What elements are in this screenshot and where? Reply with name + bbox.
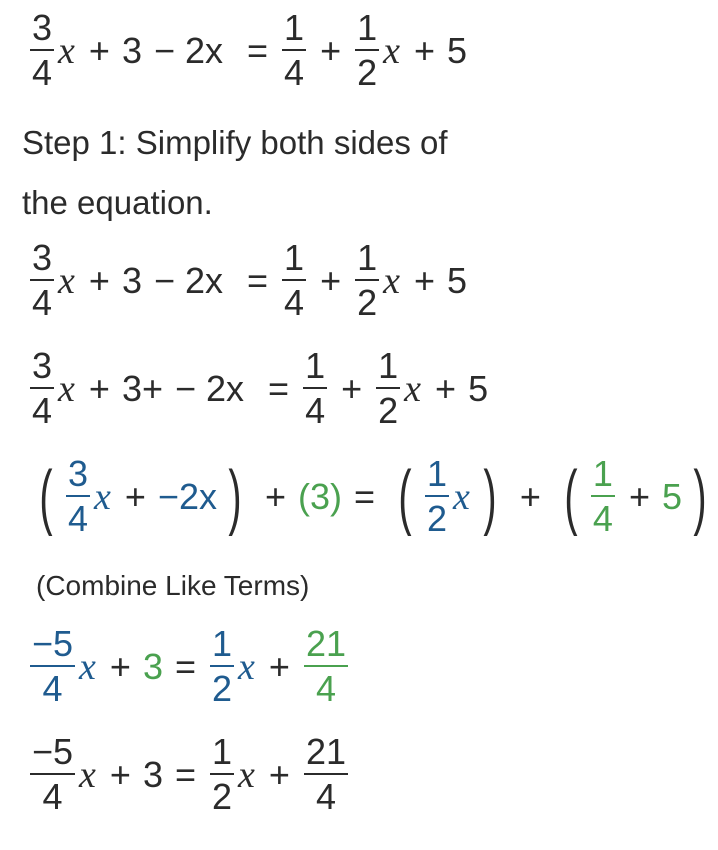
variable: x (58, 259, 75, 302)
operator: + (519, 475, 541, 517)
fraction-bar (304, 773, 348, 775)
term: 5 (447, 29, 468, 71)
term: 3+ (121, 367, 163, 409)
equation-original (28, 7, 468, 93)
equals: = (247, 29, 269, 71)
numerator: 3 (32, 7, 53, 48)
denominator: 2 (427, 498, 448, 539)
denominator: 2 (212, 668, 233, 709)
denominator: 4 (42, 776, 63, 817)
numerator: 1 (284, 7, 305, 48)
left-paren: ( (564, 456, 578, 537)
term: 3 (142, 645, 163, 687)
numerator: 3 (67, 453, 89, 494)
fraction (303, 345, 327, 431)
fraction-bar (376, 387, 400, 389)
left-paren: ( (398, 456, 412, 537)
fraction-bar (282, 49, 306, 51)
fraction-bar (304, 665, 348, 667)
variable: x (383, 29, 401, 72)
denominator: 2 (212, 776, 233, 817)
denominator: 2 (378, 390, 399, 431)
equation-grouped (28, 453, 718, 539)
numerator: 1 (305, 345, 326, 386)
equation-combined (28, 731, 350, 817)
fraction-bar (30, 387, 54, 389)
denominator: 4 (315, 668, 336, 709)
operator: + (320, 29, 342, 71)
fraction-bar (30, 49, 54, 51)
denominator: 4 (592, 498, 613, 539)
term: 3 (142, 753, 163, 795)
numerator: 21 (305, 731, 346, 772)
variable: x (79, 753, 96, 796)
equals: = (247, 259, 269, 301)
numerator: −5 (32, 731, 74, 772)
right-paren: ) (483, 456, 497, 537)
variable: x (404, 367, 422, 410)
fraction (30, 7, 54, 93)
denominator: 4 (305, 390, 326, 431)
numerator: 1 (357, 7, 378, 48)
numerator: 1 (284, 237, 305, 278)
operator: + (341, 367, 363, 409)
fraction (30, 731, 75, 817)
denominator: 4 (32, 282, 53, 323)
operator: + (88, 259, 110, 301)
operator: + (109, 645, 131, 687)
operator: + (124, 475, 146, 517)
numerator: 1 (378, 345, 399, 386)
equation-step-2 (28, 345, 489, 431)
fraction-bar (30, 279, 54, 281)
variable: x (453, 475, 470, 518)
fraction (376, 345, 400, 431)
denominator: 2 (357, 52, 378, 93)
equation-step-1 (28, 237, 468, 323)
fraction (304, 623, 348, 709)
term: −2x (157, 475, 217, 517)
variable: x (238, 753, 255, 796)
operator: + (628, 475, 650, 517)
fraction (210, 623, 234, 709)
operator: + (88, 367, 110, 409)
fraction-bar (30, 773, 75, 775)
equation-combined-colored (28, 623, 350, 709)
denominator: 4 (67, 498, 89, 539)
variable: x (58, 29, 75, 72)
numerator: 1 (212, 623, 233, 664)
term: − 2x (153, 259, 224, 301)
numerator: 1 (212, 731, 233, 772)
left-paren: ( (39, 456, 53, 537)
operator: + (268, 753, 290, 795)
denominator: 4 (32, 52, 53, 93)
operator: + (268, 645, 290, 687)
fraction (30, 345, 54, 431)
equals: = (268, 367, 290, 409)
equals: = (174, 645, 197, 687)
variable: x (58, 367, 75, 410)
fraction (30, 623, 75, 709)
denominator: 4 (42, 668, 63, 709)
denominator: 2 (357, 282, 378, 323)
fraction (355, 237, 379, 323)
fraction-bar (282, 279, 306, 281)
operator: + (109, 753, 131, 795)
fraction (355, 7, 379, 93)
step-text-line-1: Step 1: Simplify both sides of (22, 124, 448, 161)
fraction-bar (355, 49, 379, 51)
fraction (30, 237, 54, 323)
variable: x (79, 645, 96, 688)
fraction-bar (355, 279, 379, 281)
term: 3 (121, 259, 142, 301)
fraction-bar (66, 495, 90, 497)
term: − 2x (174, 367, 245, 409)
denominator: 4 (284, 282, 305, 323)
fraction (425, 453, 449, 539)
operator: + (264, 475, 286, 517)
term: (3) (297, 475, 342, 517)
numerator: 21 (305, 623, 346, 664)
fraction (210, 731, 234, 817)
fraction-bar (210, 773, 234, 775)
fraction (282, 7, 306, 93)
numerator: 1 (357, 237, 378, 278)
operator: + (414, 29, 436, 71)
fraction (304, 731, 348, 817)
numerator: 1 (427, 453, 448, 494)
term: 5 (468, 367, 489, 409)
term: 5 (447, 259, 468, 301)
note-combine-like-terms: (Combine Like Terms) (36, 570, 310, 601)
equals: = (353, 475, 376, 517)
term: − 2x (153, 29, 224, 71)
numerator: 3 (32, 237, 53, 278)
fraction (591, 453, 615, 539)
fraction-bar (425, 495, 449, 497)
operator: + (320, 259, 342, 301)
fraction (282, 237, 306, 323)
variable: x (94, 475, 111, 518)
variable: x (383, 259, 401, 302)
operator: + (414, 259, 436, 301)
fraction (66, 453, 90, 539)
equals: = (174, 753, 197, 795)
term: 5 (661, 475, 682, 517)
numerator: 3 (32, 345, 53, 386)
denominator: 4 (315, 776, 336, 817)
right-paren: ) (693, 456, 707, 537)
numerator: 1 (592, 453, 613, 494)
fraction-bar (30, 665, 75, 667)
fraction-bar (303, 387, 327, 389)
operator: + (88, 29, 110, 71)
numerator: −5 (32, 623, 74, 664)
operator: + (435, 367, 457, 409)
step-text-line-2: the equation. (22, 184, 213, 221)
denominator: 4 (32, 390, 53, 431)
term: 3 (121, 29, 142, 71)
denominator: 4 (284, 52, 305, 93)
fraction-bar (591, 495, 615, 497)
fraction-bar (210, 665, 234, 667)
variable: x (238, 645, 255, 688)
right-paren: ) (228, 456, 242, 537)
